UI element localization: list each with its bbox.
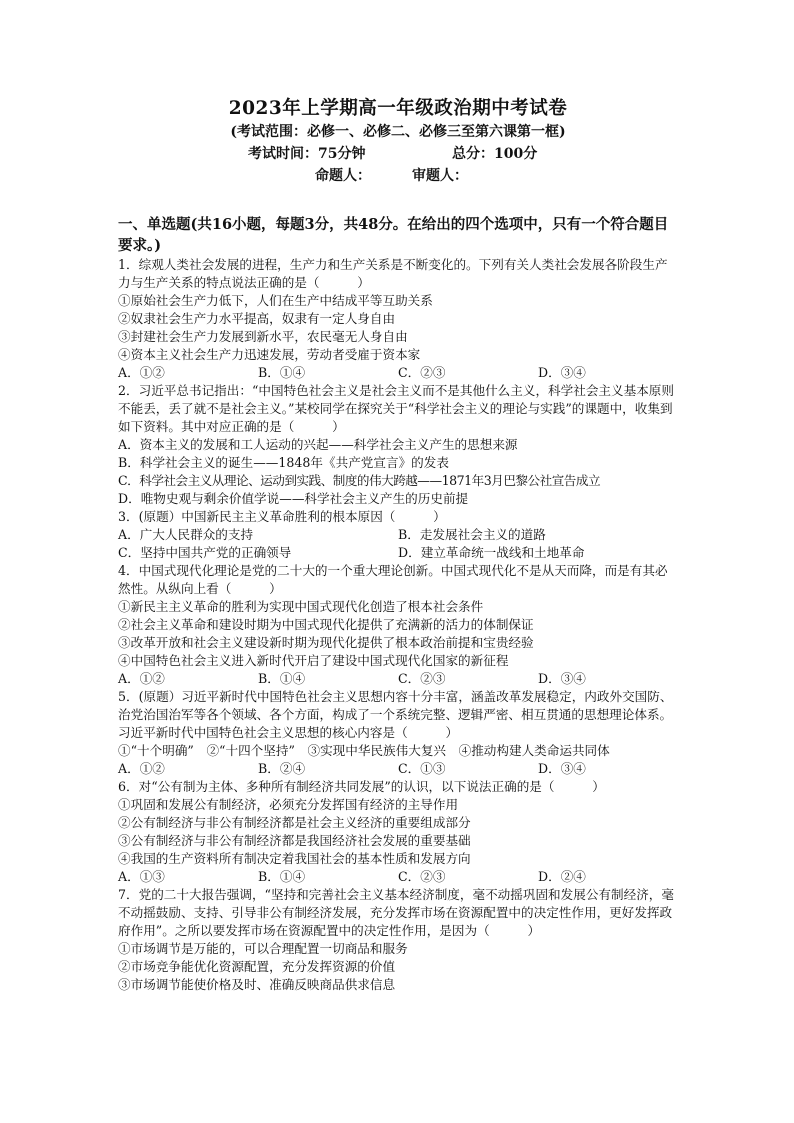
choice-c: C．②③: [398, 869, 446, 884]
exam-time-row: [118, 143, 678, 165]
statement-3: ③改革开放和社会主义建设新时期为现代化提供了根本政治前提和宝贵经验: [118, 635, 534, 650]
choice-b: B．①④: [258, 869, 306, 884]
exam-reviewer: 审题人：: [412, 168, 468, 184]
choice-c: C．科学社会主义从理论、运动到实践、制度的伟大跨越——1871年3月巴黎公社宣告成立: [118, 473, 601, 488]
question-1: [118, 256, 678, 382]
statement-2: ②公有制经济与非公有制经济都是社会主义经济的重要组成部分: [118, 815, 471, 830]
exam-scope: (考试范围：必修一、必修二、必修三至第六课第一框): [230, 124, 566, 140]
exam-page: [118, 96, 678, 994]
choice-a: A．①②: [118, 365, 165, 380]
choices-row-2: [118, 544, 678, 562]
statement-2: ②市场竞争能优化资源配置，充分发挥资源的价值: [118, 959, 396, 974]
choice-b: B．①④: [258, 365, 306, 380]
choice-d: D．唯物史观与剩余价值学说——科学社会主义产生的历史前提: [118, 491, 469, 506]
statement-list: ①“十个明确” ②“十四个坚持” ③实现中华民族伟大复兴 ④推动构建人类命运共同体: [118, 743, 610, 758]
statement-1: ①新民主主义革命的胜利为实现中国式现代化创造了根本社会条件: [118, 599, 484, 614]
choice-c: C．②③: [398, 365, 446, 380]
choice-d: D．③④: [538, 365, 586, 380]
statement-3: ③封建社会生产力发展到新水平，农民毫无人身自由: [118, 329, 408, 344]
choices: [118, 868, 678, 886]
choice-a: A．①②: [118, 671, 165, 686]
choice-c: C．②③: [398, 671, 446, 686]
question-6: [118, 778, 678, 886]
choice-d: D．③④: [538, 671, 586, 686]
statement-1: ①市场调节是万能的，可以合理配置一切商品和服务: [118, 941, 408, 956]
choice-a: A．广大人民群众的支持: [118, 527, 254, 542]
statement-4: ④资本主义社会生产力迅速发展，劳动者受雇于资本家: [118, 347, 421, 362]
choice-c: C．坚持中国共产党的正确领导: [118, 545, 292, 560]
choice-a: A．①③: [118, 869, 165, 884]
statement-3: ③公有制经济与非公有制经济都是我国经济社会发展的重要基础: [118, 833, 471, 848]
exam-total: 总分：100分: [452, 146, 538, 162]
choice-b: B．①④: [258, 671, 306, 686]
choice-d: D．③④: [538, 761, 586, 776]
question-2: [118, 382, 678, 508]
exam-header: [118, 96, 678, 187]
choice-a: A．资本主义的发展和工人运动的兴起——科学社会主义产生的思想来源: [118, 437, 518, 452]
question-stem: 5．(原题）习近平新时代中国特色社会主义思想内容十分丰富，涵盖改革发展稳定，内政外交国防、治党治国治军等各个领域、各个方面，构成了一个系统完整、逻辑严密、相互贯通的思想理论体系。习近平新时代中国特色社会主义思想的核心内容是（ ）: [118, 689, 673, 740]
statement-2: ②奴隶社会生产力水平提高，奴隶有一定人身自由: [118, 311, 396, 326]
statement-1: ①原始社会生产力低下，人们在生产中结成平等互助关系: [118, 293, 433, 308]
question-stem: 1．综观人类社会发展的进程，生产力和生产关系是不断变化的。下列有关人类社会发展各阶段生产力与生产关系的特点说法正确的是（ ）: [118, 257, 668, 290]
statement-1: ①巩固和发展公有制经济，必须充分发挥国有经济的主导作用: [118, 797, 459, 812]
exam-staff-row: [118, 165, 678, 187]
exam-title: 2023年上学期高一年级政治期中考试卷: [228, 98, 568, 119]
statement-3: ③市场调节能使价格及时、准确反映商品供求信息: [118, 977, 396, 992]
choices: [118, 364, 678, 382]
statement-4: ④中国特色社会主义进入新时代开启了建设中国式现代化国家的新征程: [118, 653, 509, 668]
question-4: [118, 562, 678, 688]
choice-b: B．科学社会主义的诞生——1848年《共产党宣言》的发表: [118, 455, 449, 470]
choices-row-1: [118, 526, 678, 544]
choice-c: C．①③: [398, 761, 446, 776]
question-stem: 3．(原题）中国新民主主义革命胜利的根本原因（ ）: [118, 509, 446, 524]
choices: [118, 760, 678, 778]
statement-4: ④我国的生产资料所有制决定着我国社会的基本性质和发展方向: [118, 851, 471, 866]
question-stem: 2．习近平总书记指出：“中国特色社会主义是社会主义而不是其他什么主义，科学社会主义基本原则不能丢，丢了就不是社会主义。”某校同学在探究关于“科学社会主义的理论与实践”的课题中，收集到如下资料。其中对应正确的是（ ）: [118, 383, 674, 434]
question-7: [118, 886, 678, 994]
choice-b: B．走发展社会主义的道路: [398, 527, 546, 542]
choice-d: D．②④: [538, 869, 586, 884]
section-heading: 一、单选题(共16小题，每题3分，共48分。在给出的四个选项中，只有一个符合题目要求。): [118, 216, 669, 254]
question-stem: 6．对“公有制为主体、多种所有制经济共同发展”的认识，以下说法正确的是（ ）: [118, 779, 605, 794]
question-3: [118, 508, 678, 562]
question-5: [118, 688, 678, 778]
choice-b: B．②④: [258, 761, 306, 776]
question-stem: 7．党的二十大报告强调，“坚持和完善社会主义基本经济制度，毫不动摇巩固和发展公有制经济，毫不动摇鼓励、支持、引导非公有制经济发展，充分发挥市场在资源配置中的决定性作用，更好发挥政府作用”。之所以要发挥市场在资源配置中的决定性作用，是因为（ ）: [118, 887, 674, 938]
choice-d: D．建立革命统一战线和土地革命: [398, 545, 585, 560]
statement-2: ②社会主义革命和建设时期为中国式现代化提供了充满新的活力的体制保证: [118, 617, 534, 632]
question-stem: 4．中国式现代化理论是党的二十大的一个重大理论创新。中国式现代化不是从天而降，而是有其必然性。从纵向上看（ ）: [118, 563, 668, 596]
choices: [118, 670, 678, 688]
exam-setter: 命题人：: [315, 168, 371, 184]
exam-time: 考试时间：75分钟: [248, 146, 366, 162]
choice-a: A．①②: [118, 761, 165, 776]
